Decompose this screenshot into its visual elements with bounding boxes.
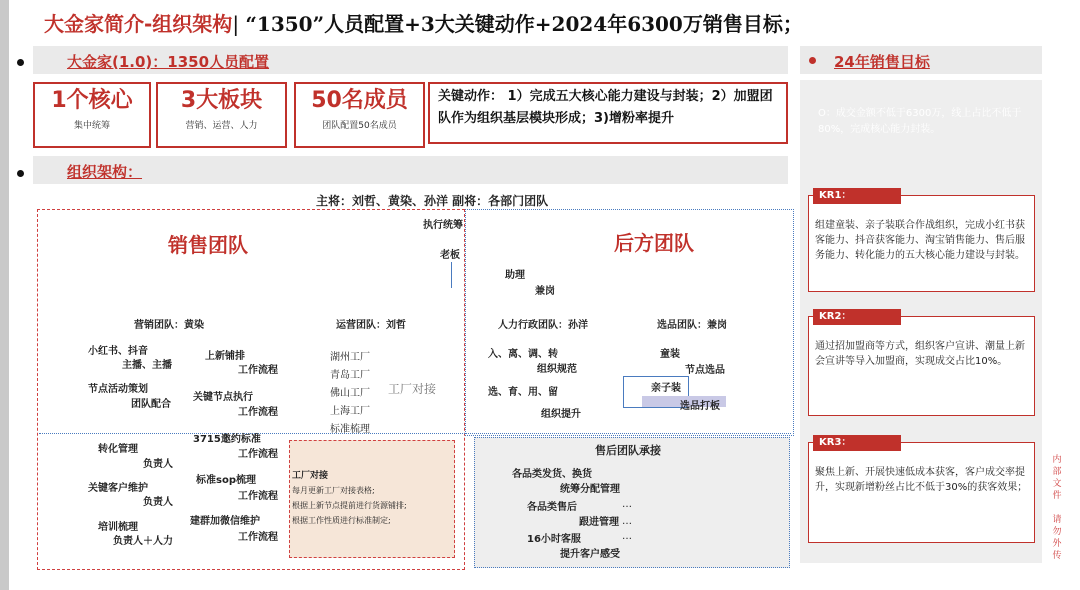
back-team-title: 后方团队 [614,231,694,255]
card-small-text: 团队配置50名成员 [322,121,397,131]
org-item: 工作流程 [238,407,278,418]
org-item: 工作流程 [238,449,278,460]
org-item: 关键节点执行 [193,392,253,403]
org-item: 亲子装 [651,383,681,394]
org-item: 各品类售后 [527,502,577,513]
objective-text: O：成交金额不低于6300万，线上占比不低于80%，完成核心能力封装。 [818,108,1022,135]
bullet-dot [17,59,24,66]
divider-line [39,433,791,434]
kr3-label: KR3： [813,435,901,451]
org-item: 上新铺排 [205,351,245,362]
org-item: 小红书、抖音 [88,346,148,357]
right-header-title: 24年销售目标 [834,53,930,71]
side-note: 内部文件 [1052,455,1062,501]
kr2-label: KR2： [813,309,901,325]
org-item: 童装 [660,349,680,360]
org-item: 统筹分配管理 [560,484,620,495]
org-item: 工作流程 [238,532,278,543]
title-separator: | [232,12,246,36]
org-item: 入、离、调、转 [488,349,558,360]
leaders-line: 主将：刘哲、黄染、孙洋 副将：各部门团队 [316,194,549,208]
title-black-part: “1350”人员配置+3大关键动作+2024年6300万销售目标； [245,12,803,36]
hr-team-head: 人力行政团队：孙洋 [498,320,588,331]
org-item: 选、育、用、留 [488,387,558,398]
section-bar-1 [33,46,788,74]
sales-team-title: 销售团队 [168,233,248,257]
org-item: 主播、主播 [122,360,172,371]
org-item: 助理 [505,270,525,281]
ellipsis: … [622,531,632,542]
factory-box-line: 根据上新节点提前进行货源铺排; [292,501,407,510]
section-bar-2 [33,156,788,184]
org-item: 团队配合 [131,399,171,410]
factory-item: 青岛工厂 [330,370,370,381]
boss-label: 老板 [440,250,460,261]
org-item: 组织规范 [537,364,577,375]
card-big-text: 50名成员 [311,88,408,113]
card-big-text: 3大板块 [180,88,263,113]
after-sales-title: 售后团队承接 [595,444,661,457]
selection-team-head: 选品团队：兼岗 [657,320,727,331]
title-red-part: 大金家简介-组织架构 [44,12,233,36]
factory-info-box [289,440,455,558]
segments-card [156,82,287,148]
factory-item: 佛山工厂 [330,388,370,399]
card-small-text: 营销、运营、人力 [185,121,258,131]
org-item: 关键客户维护 [88,483,148,494]
kr2-box [808,311,1035,416]
card-small-text: 集中统筹 [73,121,110,131]
kr1-text: 组建童装、亲子装联合作战组织，完成小红书获客能力、抖音获客能力、淘宝销售能力、售后服务能力、转化能力的五大核心能力建设与封装。 [815,220,1025,261]
after-sales-box [474,437,790,568]
card-big-text: 1个核心 [51,88,133,113]
factory-box-line: 根据工作性质进行标准制定; [292,516,391,525]
bullet-dot [17,170,24,177]
side-note: 请勿外传 [1052,515,1062,561]
right-header-bar [800,46,1042,74]
page-title [44,8,803,37]
factory-link-label: 工厂对接 [388,382,437,396]
org-item: 转化管理 [98,444,138,455]
org-item: 组织提升 [541,409,581,420]
connector-line [451,262,452,288]
org-item: 选品打板 [680,401,720,412]
org-item: 工作流程 [238,491,278,502]
org-item: 提升客户感受 [560,549,620,560]
org-item: 节点选品 [685,365,725,376]
org-item: 16小时客服 [527,534,581,545]
ellipsis: … [622,516,632,527]
factory-box-line: 每月更新工厂对接表格; [292,486,375,495]
ellipsis: … [622,499,632,510]
org-item: 节点活动策划 [88,384,148,395]
org-item: 兼岗 [535,286,555,297]
exec-label: 执行统筹 [423,220,463,231]
org-item: 跟进管理 [579,517,619,528]
kr1-label: KR1： [813,188,901,204]
core-card [33,82,151,148]
key-actions-box [428,82,788,144]
org-item: 负责人＋人力 [113,536,173,547]
key-actions-text: 关键动作： 1）完成五大核心能力建设与封装；2）加盟团队作为组织基层模块形成；3)增粉率提升 [438,89,773,126]
factory-item: 上海工厂 [330,406,370,417]
kr2-text: 通过招加盟商等方式，组织客户宣讲、潮量上新会宣讲等导入加盟商，实现成交占比10%。 [815,341,1025,367]
kr1-box [808,190,1035,292]
factory-item: 湖州工厂 [330,352,370,363]
section1-title: 大金家(1.0)：1350人员配置 [67,53,270,71]
org-item: 各品类发货、换货 [512,469,592,480]
factory-box-title: 工厂对接 [292,471,329,481]
ops-team-head: 运营团队：刘哲 [336,320,406,331]
org-item: 培训梳理 [98,522,138,533]
section2-title: 组织架构： [67,163,143,181]
org-item: 3715邀约标准 [193,434,261,445]
factory-item: 标准梳理 [330,424,370,435]
left-edge-bar [0,0,9,590]
kr3-box [808,437,1035,543]
marketing-team-head: 营销团队：黄染 [134,320,204,331]
org-item: 负责人 [143,497,173,508]
bullet-dot [809,57,816,64]
kr3-text: 聚焦上新、开展快速低成本获客，客户成交率提升，实现新增粉丝占比不低于30%的获客效果； [815,467,1028,493]
org-item: 负责人 [143,459,173,470]
org-item: 建群加微信维护 [190,516,260,527]
org-item: 工作流程 [238,365,278,376]
members-card [294,82,425,148]
org-item: 标准sop梳理 [196,475,256,486]
sales-target-panel [800,80,1042,563]
